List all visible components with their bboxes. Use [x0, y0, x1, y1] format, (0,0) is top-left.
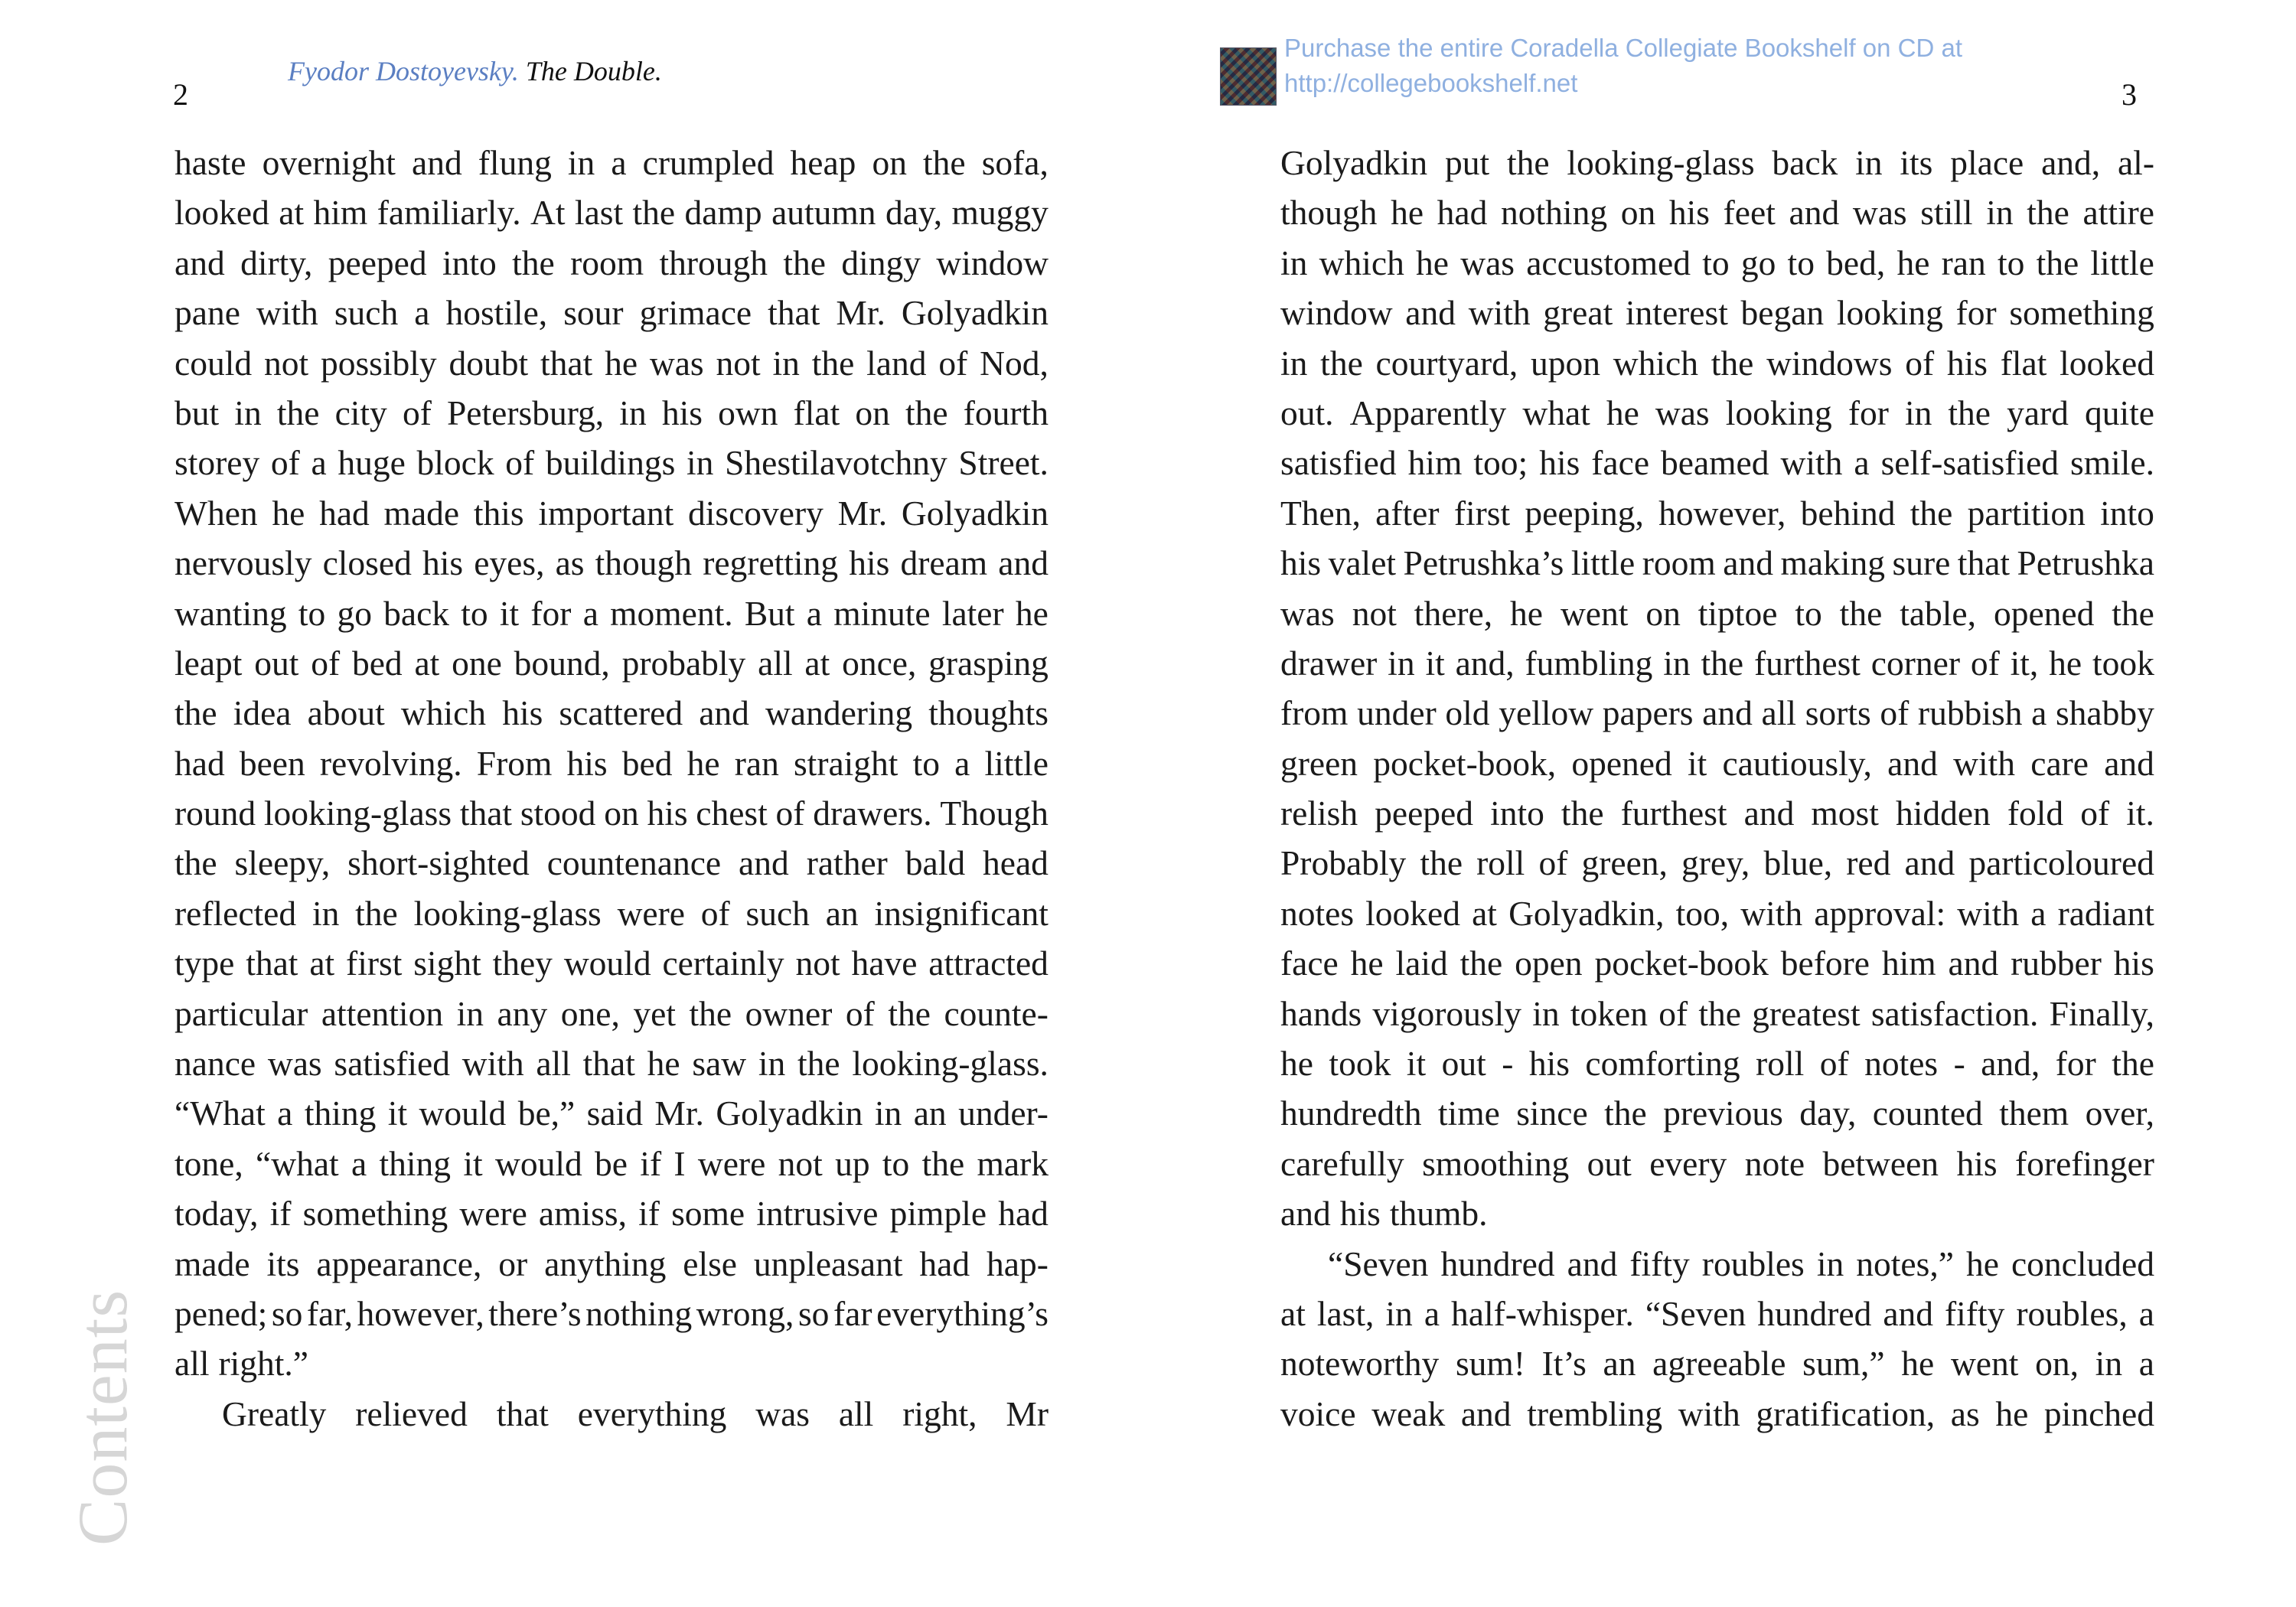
text-line: in which he was accustomed to go to bed, he ran to the little [1280, 243, 2154, 282]
text-line: his valet Petrushka’s little room and making sure that Petrushka [1280, 543, 2154, 583]
promo-text[interactable] [1284, 31, 1962, 101]
text-line: but in the city of Petersburg, in his own flat on the fourth [174, 393, 1049, 432]
text-line: hands vigorously in token of the greatest satisfaction. Finally, [1280, 993, 2154, 1033]
collegebookshelf-logo-icon[interactable] [1220, 47, 1277, 106]
text-line: looked at him familiarly. At last the damp autumn day, muggy [174, 193, 1049, 233]
text-line: round looking-glass that stood on his chest of drawers. Though [174, 794, 1049, 833]
text-line: and dirty, peeped into the room through the dingy window [174, 243, 1049, 282]
text-line: tone, “what a thing it would be if I were not up to the mark [174, 1143, 1049, 1183]
text-line: though he had nothing on his feet and was still in the attire [1280, 193, 2154, 233]
text-line: pane with such a hostile, sour grimace that Mr. Golyadkin [174, 293, 1049, 333]
text-line: face he laid the open pocket-book before him and rubber his [1280, 944, 2154, 983]
promo-banner[interactable] [1220, 31, 1985, 107]
text-line: could not possibly doubt that he was not in the land of Nod, [174, 343, 1049, 383]
text-line: window and with great interest began looking for something [1280, 293, 2154, 333]
text-line: the idea about which his scattered and wandering thoughts [174, 693, 1049, 733]
running-head [288, 55, 662, 87]
text-line: Golyadkin put the looking-glass back in its place and, al- [1280, 143, 2154, 182]
text-line: at last, in a half-whisper. “Seven hundred and fifty roubles, a [1280, 1293, 2154, 1333]
text-line: and his thumb. [1280, 1194, 1488, 1234]
text-line: drawer in it and, fumbling in the furthest corner of it, he took [1280, 643, 2154, 683]
text-line: relish peeped into the furthest and most hidden fold of it. [1280, 794, 2154, 833]
text-line: “What a thing it would be,” said Mr. Golyadkin in an under- [174, 1094, 1049, 1133]
text-line: hundredth time since the previous day, counted them over, [1280, 1094, 2154, 1133]
running-head-author[interactable]: Fyodor Dostoyevsky. [288, 56, 519, 86]
text-line: he took it out - his comforting roll of notes - and, for the [1280, 1044, 2154, 1084]
text-line: green pocket-book, opened it cautiously, and with care and [1280, 743, 2154, 783]
text-line: storey of a huge block of buildings in Shestilavotchny Street. [174, 443, 1049, 483]
text-line: When he had made this important discovery Mr. Golyadkin [174, 493, 1049, 533]
page-number-left: 2 [173, 77, 188, 112]
text-line: type that at first sight they would certainly not have attracted [174, 944, 1049, 983]
text-line: notes looked at Golyadkin, too, with approval: with a radiant [1280, 893, 2154, 933]
promo-line-1[interactable]: Purchase the entire Coradella Collegiate Bookshelf on CD at [1284, 34, 1963, 62]
text-line: voice weak and trembling with gratification, as he pinched [1280, 1393, 2154, 1433]
text-line: reflected in the looking-glass were of such an insignificant [174, 893, 1049, 933]
text-line: had been revolving. From his bed he ran straight to a little [174, 743, 1049, 783]
text-line: in the courtyard, upon which the windows of his flat looked [1280, 343, 2154, 383]
text-line: Then, after first peeping, however, behind the partition into [1280, 493, 2154, 533]
text-line: all right.” [174, 1344, 308, 1384]
text-line: carefully smoothing out every note between his forefinger [1280, 1143, 2154, 1183]
left-page-text [174, 138, 1049, 1439]
text-line: wanting to go back to it for a moment. But a minute later he [174, 593, 1049, 633]
text-line: nance was satisfied with all that he saw in the looking-glass. [174, 1044, 1049, 1084]
page-number-right: 3 [2122, 77, 2137, 112]
text-line: Probably the roll of green, grey, blue, red and particoloured [1280, 843, 2154, 883]
text-line: out. Apparently what he was looking for in the yard quite [1280, 393, 2154, 432]
running-head-title: The Double. [525, 56, 662, 86]
text-line: nervously closed his eyes, as though regretting his dream and [174, 543, 1049, 583]
text-line: the sleepy, short-sighted countenance and rather bald head [174, 843, 1049, 883]
text-line: pened; so far, however, there’s nothing wrong, so far everything’s [174, 1293, 1049, 1333]
text-line: particular attention in any one, yet the owner of the counte- [174, 993, 1049, 1033]
text-line: today, if something were amiss, if some intrusive pimple had [174, 1194, 1049, 1234]
text-line: Greatly relieved that everything was all right, Mr [222, 1393, 1049, 1433]
text-line: “Seven hundred and fifty roubles in notes,” he concluded [1328, 1244, 2154, 1283]
text-line: haste overnight and flung in a crumpled heap on the sofa, [174, 143, 1049, 182]
right-page-text [1280, 138, 2154, 1439]
text-line: was not there, he went on tiptoe to the table, opened the [1280, 593, 2154, 633]
text-line: noteworthy sum! It’s an agreeable sum,” he went on, in a [1280, 1344, 2154, 1384]
text-line: from under old yellow papers and all sorts of rubbish a shabby [1280, 693, 2154, 733]
text-line: made its appearance, or anything else unpleasant had hap- [174, 1244, 1049, 1283]
text-line: satisfied him too; his face beamed with a self-satisfied smile. [1280, 443, 2154, 483]
contents-tab[interactable]: Contents [64, 1289, 142, 1546]
promo-url-link[interactable]: http://collegebookshelf.net [1284, 69, 1578, 97]
text-line: leapt out of bed at one bound, probably all at once, grasping [174, 643, 1049, 683]
